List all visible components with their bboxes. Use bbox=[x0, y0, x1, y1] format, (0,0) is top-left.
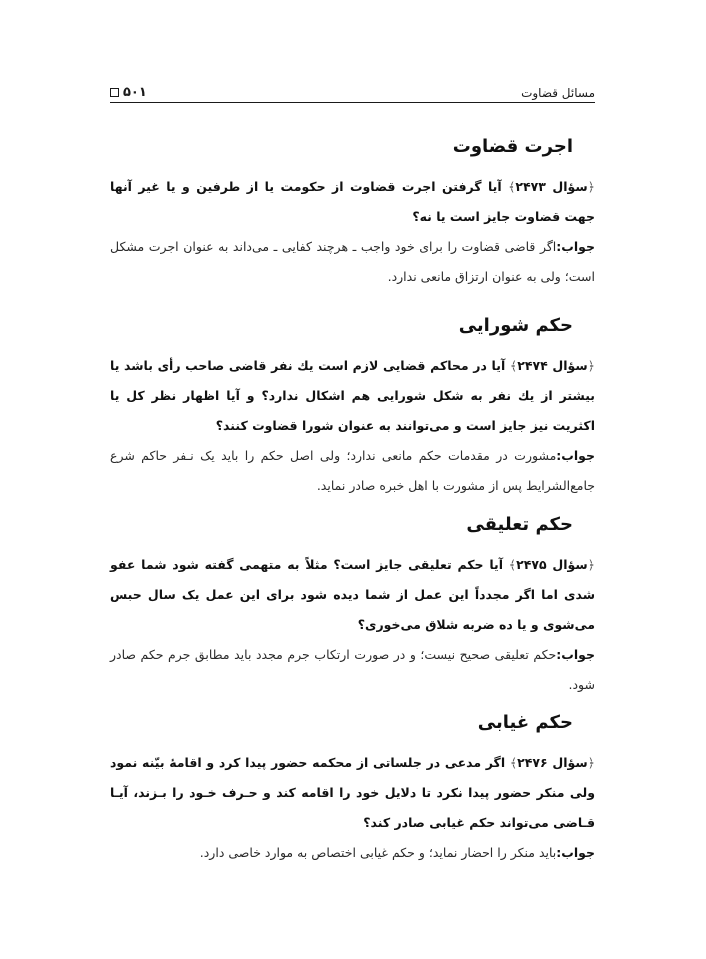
question-number: سؤال ۲۴۷۴ bbox=[517, 358, 588, 373]
square-bullet-icon bbox=[110, 88, 119, 97]
section-title: حكم شورايى bbox=[458, 315, 573, 336]
section-hokm-taliqi bbox=[110, 510, 595, 700]
question-number: سؤال ۲۴۷۶ bbox=[517, 755, 588, 770]
running-header bbox=[110, 76, 595, 103]
answer bbox=[110, 838, 595, 868]
brace-close-icon: ﴾ bbox=[509, 358, 518, 373]
question-text: آيا در محاكم قضايى لازم است يك نفر قاضى صاحب رأى باشد يا بيشتر از يك نفر به شكل شورايى هم اشكال ندارد؟ و آيا اظهار نظر كل يا اكثريت نيز جايز است و مى‌توانند به عنوان شورا قضاوت كنند؟ bbox=[110, 358, 595, 433]
question-text: آيا گرفتن اجرت قضاوت از حكومت يا از طرفين و يا غير آنها جهت قضاوت جايز است يا نه؟ bbox=[110, 179, 595, 224]
section-title: حكم تعليقى bbox=[466, 514, 573, 535]
answer-label: جواب: bbox=[556, 845, 595, 860]
brace-open-icon: ﴿ bbox=[587, 358, 595, 373]
answer-label: جواب: bbox=[556, 239, 595, 254]
brace-close-icon: ﴾ bbox=[508, 557, 517, 572]
section-title: اجرت قضاوت bbox=[452, 136, 573, 157]
question bbox=[110, 351, 595, 441]
question-text: اگر مدعى در جلساتى از محكمه حضور پيدا كرد و اقامهٔ بيّنه نمود ولى منكر حضور پيدا نكرد تا دلايل خود را اقامه كند و حـرف خـود را بـزند، آيـا قـاضى مى‌تواند حكم غيابى صادر كند؟ bbox=[110, 755, 595, 830]
answer-text: مشورت در مقدمات حكم مانعى ندارد؛ ولى اصل حكم را بايد يک نـفر حاكم شرع جامع‌الشرايط پس از مشورت با اهل خبره صادر نمايد. bbox=[110, 448, 595, 493]
question-number: سؤال ۲۴۷۵ bbox=[516, 557, 588, 572]
brace-close-icon: ﴾ bbox=[509, 755, 518, 770]
question-text: آيا حكم تعليقى جايز است؟ مثلاً به متهمى گفته شود شما عفو شدى اما اگر مجدداً اين عمل از شما ديده شود براى اين عمل يک سال حبس مى‌شوى و يا ده ضربه شلاق مى‌خورى؟ bbox=[110, 557, 595, 632]
answer-text: حكم تعليقى صحيح نيست؛ و در صورت ارتكاب جرم مجدد بايد مطابق جرم حكم صادر شود. bbox=[110, 647, 595, 692]
answer bbox=[110, 640, 595, 700]
answer-text: بايد منكر را احضار نمايد؛ و حكم غيابى اختصاص به موارد خاصى دارد. bbox=[199, 845, 557, 860]
answer-label: جواب: bbox=[556, 647, 595, 662]
brace-open-icon: ﴿ bbox=[587, 755, 595, 770]
answer bbox=[110, 232, 595, 292]
document-page bbox=[110, 76, 595, 860]
brace-open-icon: ﴿ bbox=[587, 557, 595, 572]
brace-close-icon: ﴾ bbox=[508, 179, 516, 194]
answer bbox=[110, 441, 595, 501]
page-number bbox=[110, 85, 147, 100]
answer-text: اگر قاضى قضاوت را براى خود واجب ـ هرچند كفايى ـ مى‌داند به عنوان اجرت مشكل است؛ ولى به عنوان ارتزاق مانعى ندارد. bbox=[110, 239, 595, 284]
page-number-value: ۵۰۱ bbox=[123, 85, 147, 100]
section-hokm-ghiyabi bbox=[110, 708, 595, 868]
question bbox=[110, 172, 595, 232]
question bbox=[110, 748, 595, 838]
section-title: حكم غيابى bbox=[477, 712, 573, 733]
running-title: مسائل قضاوت bbox=[521, 86, 595, 100]
question bbox=[110, 550, 595, 640]
section-hokm-shoorayi bbox=[110, 311, 595, 501]
section-ojrat-qezavat bbox=[110, 132, 595, 292]
brace-open-icon: ﴿ bbox=[587, 179, 595, 194]
answer-label: جواب: bbox=[556, 448, 595, 463]
question-number: سؤال ۲۴۷۳ bbox=[515, 179, 588, 194]
